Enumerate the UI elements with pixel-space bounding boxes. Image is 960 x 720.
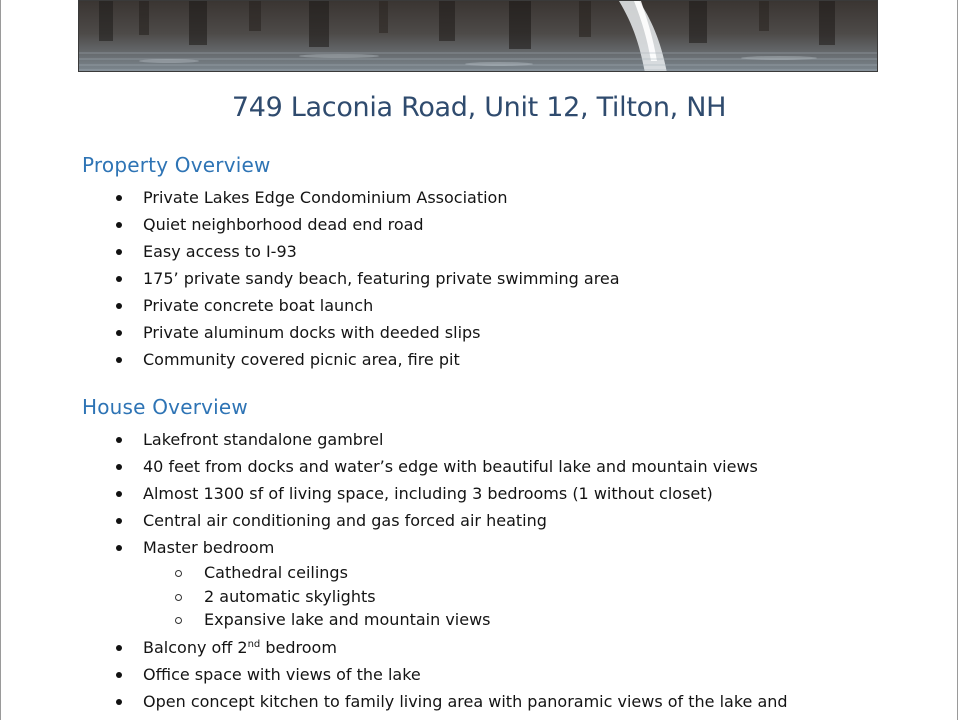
sub-list-item: Expansive lake and mountain views	[0, 608, 958, 632]
list-item: Lakefront standalone gambrel	[0, 426, 958, 453]
list-item: Private Lakes Edge Condominium Association	[0, 184, 958, 211]
list-item: Office space with views of the lake	[0, 661, 958, 688]
property-overview-heading: Property Overview	[82, 153, 271, 177]
bullet-icon	[116, 357, 122, 363]
bullet-icon	[116, 276, 122, 282]
list-item: Central air conditioning and gas forced air heating	[0, 507, 958, 534]
list-item: 40 feet from docks and water’s edge with beautiful lake and mountain views	[0, 453, 958, 480]
page-title: 749 Laconia Road, Unit 12, Tilton, NH	[231, 92, 727, 123]
list-item: Quiet neighborhood dead end road	[0, 211, 958, 238]
property-overview-list	[0, 184, 958, 373]
bullet-icon	[116, 518, 122, 524]
bullet-icon	[116, 545, 122, 551]
list-item: Private concrete boat launch	[0, 292, 958, 319]
list-item: Community covered picnic area, fire pit	[0, 346, 958, 373]
bullet-icon	[116, 222, 122, 228]
lake-photo	[78, 0, 878, 72]
bullet-icon	[116, 195, 122, 201]
bullet-icon	[116, 249, 122, 255]
master-bedroom-label: Master bedroom	[143, 538, 275, 557]
house-overview-heading: House Overview	[82, 395, 248, 419]
list-item: Almost 1300 sf of living space, including 3 bedrooms (1 without closet)	[0, 480, 958, 507]
sub-list-item: Cathedral ceilings	[0, 561, 958, 585]
bullet-icon	[116, 491, 122, 497]
list-item-balcony: Balcony off 2nd bedroom	[0, 634, 958, 661]
list-item-master-bedroom	[0, 534, 958, 632]
hollow-bullet-icon	[175, 570, 182, 577]
bullet-icon	[116, 699, 122, 705]
sub-list-item: 2 automatic skylights	[0, 585, 958, 609]
list-item: Open concept kitchen to family living area with panoramic views of the lake and	[0, 688, 958, 715]
bullet-icon	[116, 303, 122, 309]
bullet-icon	[116, 464, 122, 470]
list-item: Easy access to I-93	[0, 238, 958, 265]
bullet-icon	[116, 330, 122, 336]
house-overview-list	[0, 426, 958, 715]
bullet-icon	[116, 672, 122, 678]
list-item: 175’ private sandy beach, featuring private swimming area	[0, 265, 958, 292]
list-item: Private aluminum docks with deeded slips	[0, 319, 958, 346]
hollow-bullet-icon	[175, 594, 182, 601]
bullet-icon	[116, 645, 122, 651]
hollow-bullet-icon	[175, 617, 182, 624]
master-bedroom-sublist	[143, 561, 958, 632]
bullet-icon	[116, 437, 122, 443]
